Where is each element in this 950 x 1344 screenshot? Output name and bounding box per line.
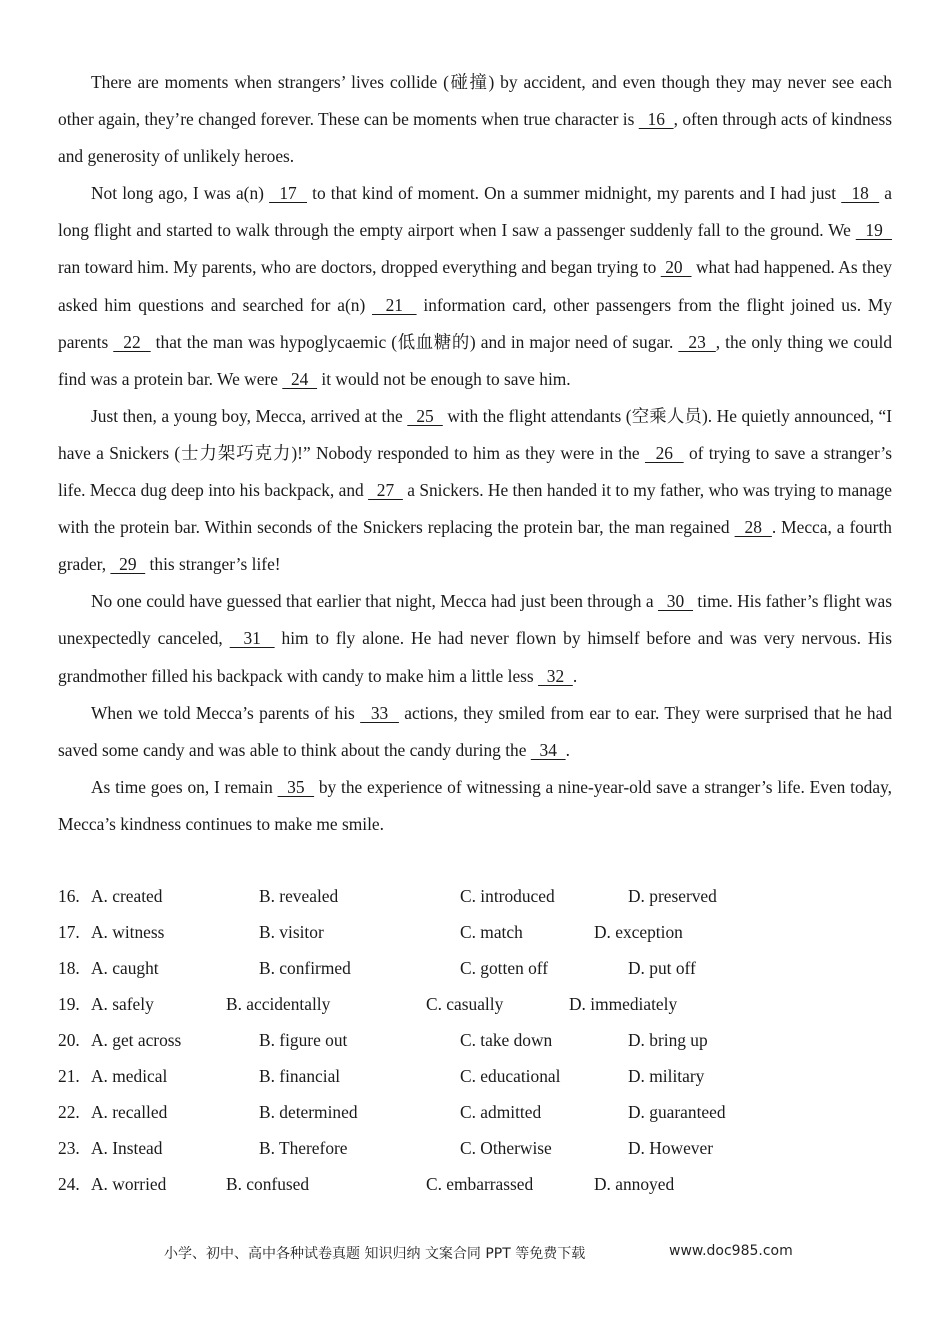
text: actions, they smiled from ear to ear. They were surprised that he had saved some candy and was able to think about the candy during the: [58, 702, 892, 760]
option-c: C. take down: [460, 1030, 553, 1050]
blank-26: 26: [644, 442, 684, 463]
option-b: B. figure out: [259, 1030, 348, 1050]
blank-21: 21: [372, 294, 417, 315]
text: a long flight and started to walk through the empty airport when I saw a passenger suddenly fall to the ground. We: [58, 183, 892, 241]
question-row: [58, 950, 892, 986]
blank-19: 19: [855, 220, 893, 241]
text: ran toward him. My parents, who are doctors, dropped everything and began trying to: [58, 257, 661, 278]
question-row: [58, 986, 892, 1022]
blank-20: 20: [660, 257, 692, 278]
blank-28: 28: [734, 517, 772, 538]
text: by the experience of witnessing a nine-year-old save a stranger’s life. Even today, Mecca’s kindness continues to make me smile.: [58, 776, 892, 834]
option-b: B. revealed: [259, 886, 339, 906]
text: Not long ago, I was a(n): [91, 183, 270, 204]
option-d: D. guaranteed: [628, 1102, 726, 1122]
paragraph-3: [58, 398, 892, 583]
option-b: B. visitor: [259, 922, 324, 942]
text: When we told Mecca’s parents of his: [91, 702, 361, 723]
option-b: B. confused: [226, 1174, 310, 1194]
blank-16: 16: [638, 109, 674, 130]
blank-25: 25: [407, 405, 443, 426]
text: . Mecca, a fourth grader,: [58, 517, 892, 575]
option-b: B. accidentally: [226, 994, 331, 1014]
option-c: C. match: [460, 922, 523, 942]
option-a: A. created: [91, 886, 163, 906]
question-row: [58, 1130, 892, 1166]
option-d: D. immediately: [569, 994, 678, 1014]
option-a: A. worried: [91, 1174, 167, 1194]
option-d: D. bring up: [628, 1030, 708, 1050]
option-a: A. get across: [91, 1030, 182, 1050]
question-row: [58, 1166, 892, 1202]
text: No one could have guessed that earlier that night, Mecca had just been through a: [91, 591, 658, 612]
page-footer: [164, 1243, 804, 1263]
option-d: D. However: [628, 1138, 713, 1158]
option-d: D. military: [628, 1066, 705, 1086]
question-row: [58, 1058, 892, 1094]
question-row: [58, 914, 892, 950]
blank-33: 33: [360, 702, 399, 723]
option-a: A. Instead: [91, 1138, 163, 1158]
question-number: 24.: [58, 1174, 80, 1194]
blank-24: 24: [282, 368, 318, 389]
option-b: B. confirmed: [259, 958, 351, 978]
text: .: [572, 665, 578, 686]
blank-18: 18: [841, 183, 880, 204]
text: what had happened. As they asked him questions and searched for a(n): [58, 257, 892, 315]
option-a: A. witness: [91, 922, 165, 942]
paragraph-6: [58, 769, 892, 843]
text: to that kind of moment. On a summer midnight, my parents and I had just: [307, 183, 842, 204]
footer-text: 小学、初中、高中各种试卷真题 知识归纳 文案合同 PPT 等免费下载: [164, 1246, 586, 1262]
text: , the only thing we could find was a protein bar. We were: [58, 331, 893, 389]
text: with the flight attendants (空乘人员). He quietly announced, “I have a Snickers (士力架巧克力)!” Nobody responded to him as they were in the: [58, 405, 892, 463]
option-c: C. embarrassed: [426, 1174, 534, 1194]
option-a: A. recalled: [91, 1102, 168, 1122]
blank-32: 32: [538, 665, 573, 686]
option-a: A. caught: [91, 958, 159, 978]
option-c: C. educational: [460, 1066, 561, 1086]
option-c: C. admitted: [460, 1102, 542, 1122]
question-number: 19.: [58, 994, 80, 1014]
blank-35: 35: [277, 776, 315, 797]
paragraph-5: [58, 695, 892, 769]
text: , often through acts of kindness and generosity of unlikely heroes.: [58, 109, 892, 167]
text: it would not be enough to save him.: [317, 368, 571, 389]
question-number: 17.: [58, 922, 80, 942]
option-c: C. gotten off: [460, 958, 549, 978]
question-number: 16.: [58, 886, 80, 906]
option-b: B. financial: [259, 1066, 341, 1086]
text: time. His father’s flight was unexpectedly canceled,: [58, 591, 893, 649]
option-d: D. exception: [594, 922, 683, 942]
text: a Snickers. He then handed it to my father, who was trying to manage with the protein bar. Within seconds of the Snickers replacing the protein bar, the man regained: [58, 480, 892, 538]
option-b: B. determined: [259, 1102, 358, 1122]
option-d: D. annoyed: [594, 1174, 675, 1194]
blank-17: 17: [269, 183, 308, 204]
blank-30: 30: [657, 591, 694, 612]
text: information card, other passengers from the flight joined us. My parents: [58, 294, 893, 352]
answer-options: [58, 878, 892, 1202]
option-c: C. introduced: [460, 886, 555, 906]
question-row: [58, 878, 892, 914]
question-number: 21.: [58, 1066, 80, 1086]
blank-29: 29: [110, 554, 146, 575]
text: .: [565, 739, 570, 760]
blank-34: 34: [530, 739, 566, 760]
option-c: C. casually: [426, 994, 504, 1014]
blank-23: 23: [678, 331, 716, 352]
footer-url[interactable]: www.doc985.com: [669, 1243, 793, 1259]
option-c: C. Otherwise: [460, 1138, 552, 1158]
paragraph-4: [58, 583, 892, 694]
cloze-passage: [58, 64, 892, 843]
blank-31: 31: [229, 628, 275, 649]
question-number: 20.: [58, 1030, 80, 1050]
paragraph-2: [58, 175, 892, 398]
option-b: B. Therefore: [259, 1138, 348, 1158]
option-a: A. medical: [91, 1066, 168, 1086]
text: As time goes on, I remain: [91, 776, 278, 797]
text: this stranger’s life!: [145, 554, 281, 575]
option-d: D. preserved: [628, 886, 717, 906]
question-row: [58, 1094, 892, 1130]
text: There are moments when strangers’ lives collide (碰撞) by accident, and even though they may never see each other again, they’re changed forever. These can be moments when true character is: [58, 72, 892, 130]
option-a: A. safely: [91, 994, 154, 1014]
blank-27: 27: [368, 480, 403, 501]
question-number: 23.: [58, 1138, 80, 1158]
blank-22: 22: [113, 331, 151, 352]
text: him to fly alone. He had never flown by himself before and was very nervous. His grandmother filled his backpack with candy to make him a little less: [58, 628, 893, 686]
text: Just then, a young boy, Mecca, arrived at the: [91, 405, 408, 426]
text: that the man was hypoglycaemic (低血糖的) and in major need of sugar.: [150, 331, 679, 352]
question-number: 18.: [58, 958, 80, 978]
paragraph-1: [58, 64, 892, 175]
text: of trying to save a stranger’s life. Mecca dug deep into his backpack, and: [58, 442, 892, 501]
option-d: D. put off: [628, 958, 696, 978]
question-row: [58, 1022, 892, 1058]
question-number: 22.: [58, 1102, 80, 1122]
